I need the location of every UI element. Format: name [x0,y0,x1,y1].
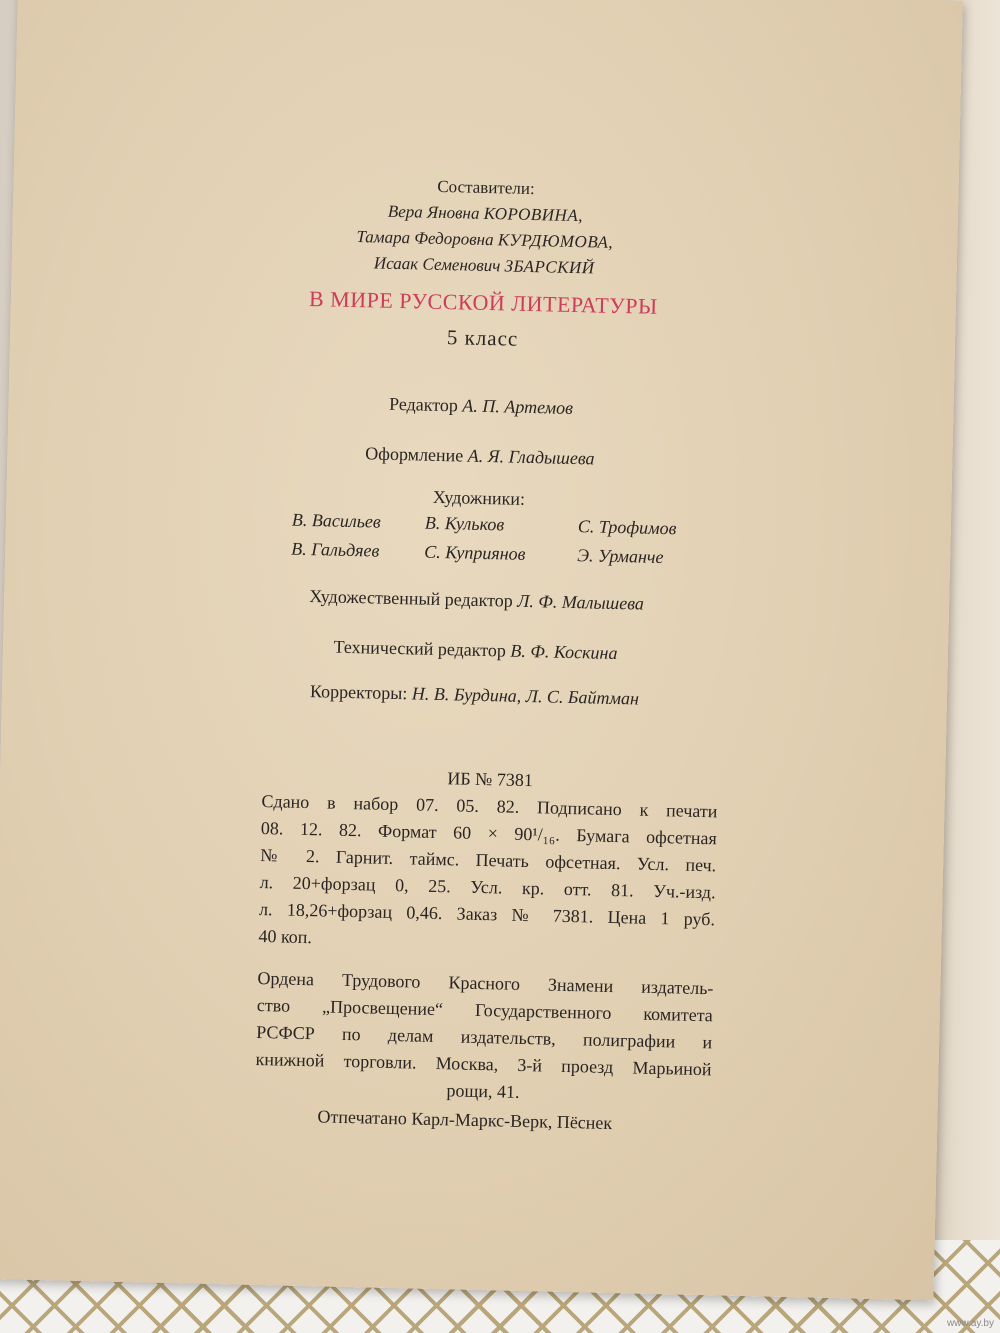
book-grade: 5 класс [446,325,519,351]
compiler-2-first: Тамара Федоровна [356,227,494,250]
artists-grid [291,510,732,578]
artist-name: С. Трофимов [577,516,677,539]
compiler-1-last: КОРОВИНА, [483,203,584,226]
publisher-line: рощи, 41. [446,1080,520,1102]
tech-editor-name: В. Ф. Коскина [510,640,618,664]
compiler-3-last: ЗБАРСКИЙ [504,256,595,278]
compilers-label: Составители: [437,176,535,199]
publisher-line: книжной торговли. Москва, 3-й проезд Марьиной [255,1048,712,1080]
imprint-line: 08. 12. 82. Формат 60 × 90¹/₁₆. Бумага офсетная [260,818,718,849]
watermark-text: www.ay.by [946,1318,994,1329]
artist-name: В. Гальдяев [291,538,380,561]
design-name: А. Я. Гладышева [467,445,595,469]
tech-editor-label: Технический редактор [333,636,507,661]
tech-editor-credit [3,629,948,671]
imprint-line: л. 18,26+форзац 0,46. Заказ № 7381. Цена 1 руб. [258,898,716,930]
compiler-2-last: КУРДЮМОВА, [497,230,614,252]
imprint-line: л. 20+форзац 0, 25. Усл. кр. отт. 81. Уч.-изд. [259,871,716,903]
book-title: В МИРЕ РУССКОЙ ЛИТЕРАТУРЫ [308,285,659,319]
artist-name: Э. Урманче [576,545,664,568]
proofreaders-credit [2,674,947,716]
proofreaders-label: Корректоры: [309,681,408,704]
artist-name: С. Куприянов [424,541,526,564]
design-label: Оформление [365,443,464,466]
artist-name: В. Кульков [424,512,505,535]
imprint-line: 40 коп. [258,925,313,948]
proofreaders-names: Н. В. Бурдина, Л. С. Байтман [411,683,640,709]
editor-credit [8,385,953,427]
imprint-line: Сдано в набор 07. 05. 82. Подписано к печати [261,791,718,822]
artist-name: В. Васильев [291,509,381,532]
printed-by: Отпечатано Карл-Маркс-Верк, Пёснек [317,1106,613,1134]
compiler-3-first: Исаак Семенович [373,253,501,276]
editor-label: Редактор [388,393,459,416]
compiler-1-first: Вера Яновна [387,201,480,223]
artists-label: Художники: [432,486,526,509]
editor-name: А. П. Артемов [462,395,574,418]
publisher-block [255,965,714,1110]
design-credit [7,435,952,477]
imprint-line: № 2. Гарнит. таймс. Печать офсетная. Усл. печ. [260,845,717,876]
publisher-line: ство „Просвещение“ Государственного комитета [256,994,714,1026]
art-editor-name: Л. Ф. Малышева [517,590,645,614]
art-editor-label: Художественный редактор [309,586,513,611]
art-editor-credit [4,579,949,621]
publisher-line: РСФСР по делам издательств, полиграфии и [256,1021,713,1053]
publisher-line: Ордена Трудового Красного Знамени издатель- [257,967,714,999]
imprint-block [258,761,718,960]
ib-number: ИБ № 7381 [447,768,534,791]
